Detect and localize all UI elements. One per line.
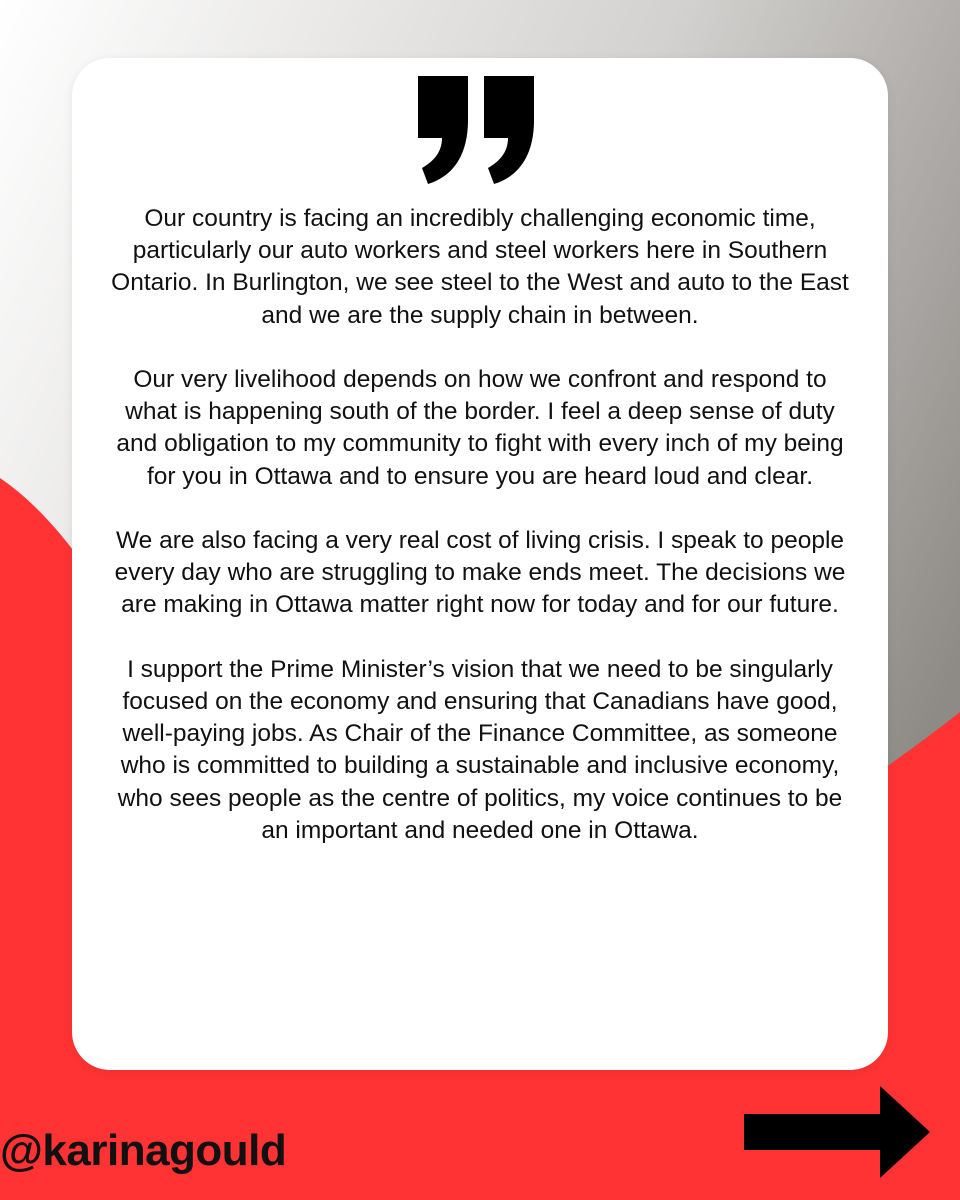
paragraph-3: We are also facing a very real cost of living crisis. I speak to people every day who are struggling to make ends meet. The decisions we are making in Ottawa matter right now for today and for our future. <box>114 527 846 619</box>
right-arrow-icon[interactable] <box>744 1086 930 1178</box>
paragraph-2: Our very livelihood depends on how we confront and respond to what is happening south of the border. I feel a deep sense of duty and obligation to my community to fight with every inch of my being for you in Ottawa and to ensure you are heard loud and clear. <box>116 366 844 490</box>
author-handle: @karinagould <box>0 1126 287 1175</box>
post-body <box>108 203 852 847</box>
paragraph-1: Our country is facing an incredibly challenging economic time, particularly our auto workers and steel workers here in Southern Ontario. In Burlington, we see steel to the West and auto to the East and we are the supply chain in between. <box>111 205 849 329</box>
closing-quote-icon <box>414 76 538 184</box>
paragraph-4: I support the Prime Minister’s vision that we need to be singularly focused on the economy and ensuring that Canadians have good, well-paying jobs. As Chair of the Finance Committee, as someone who is committed to building a sustainable and inclusive economy, who sees people as the centre of politics, my voice continues to be an important and needed one in Ottawa. <box>117 655 843 844</box>
